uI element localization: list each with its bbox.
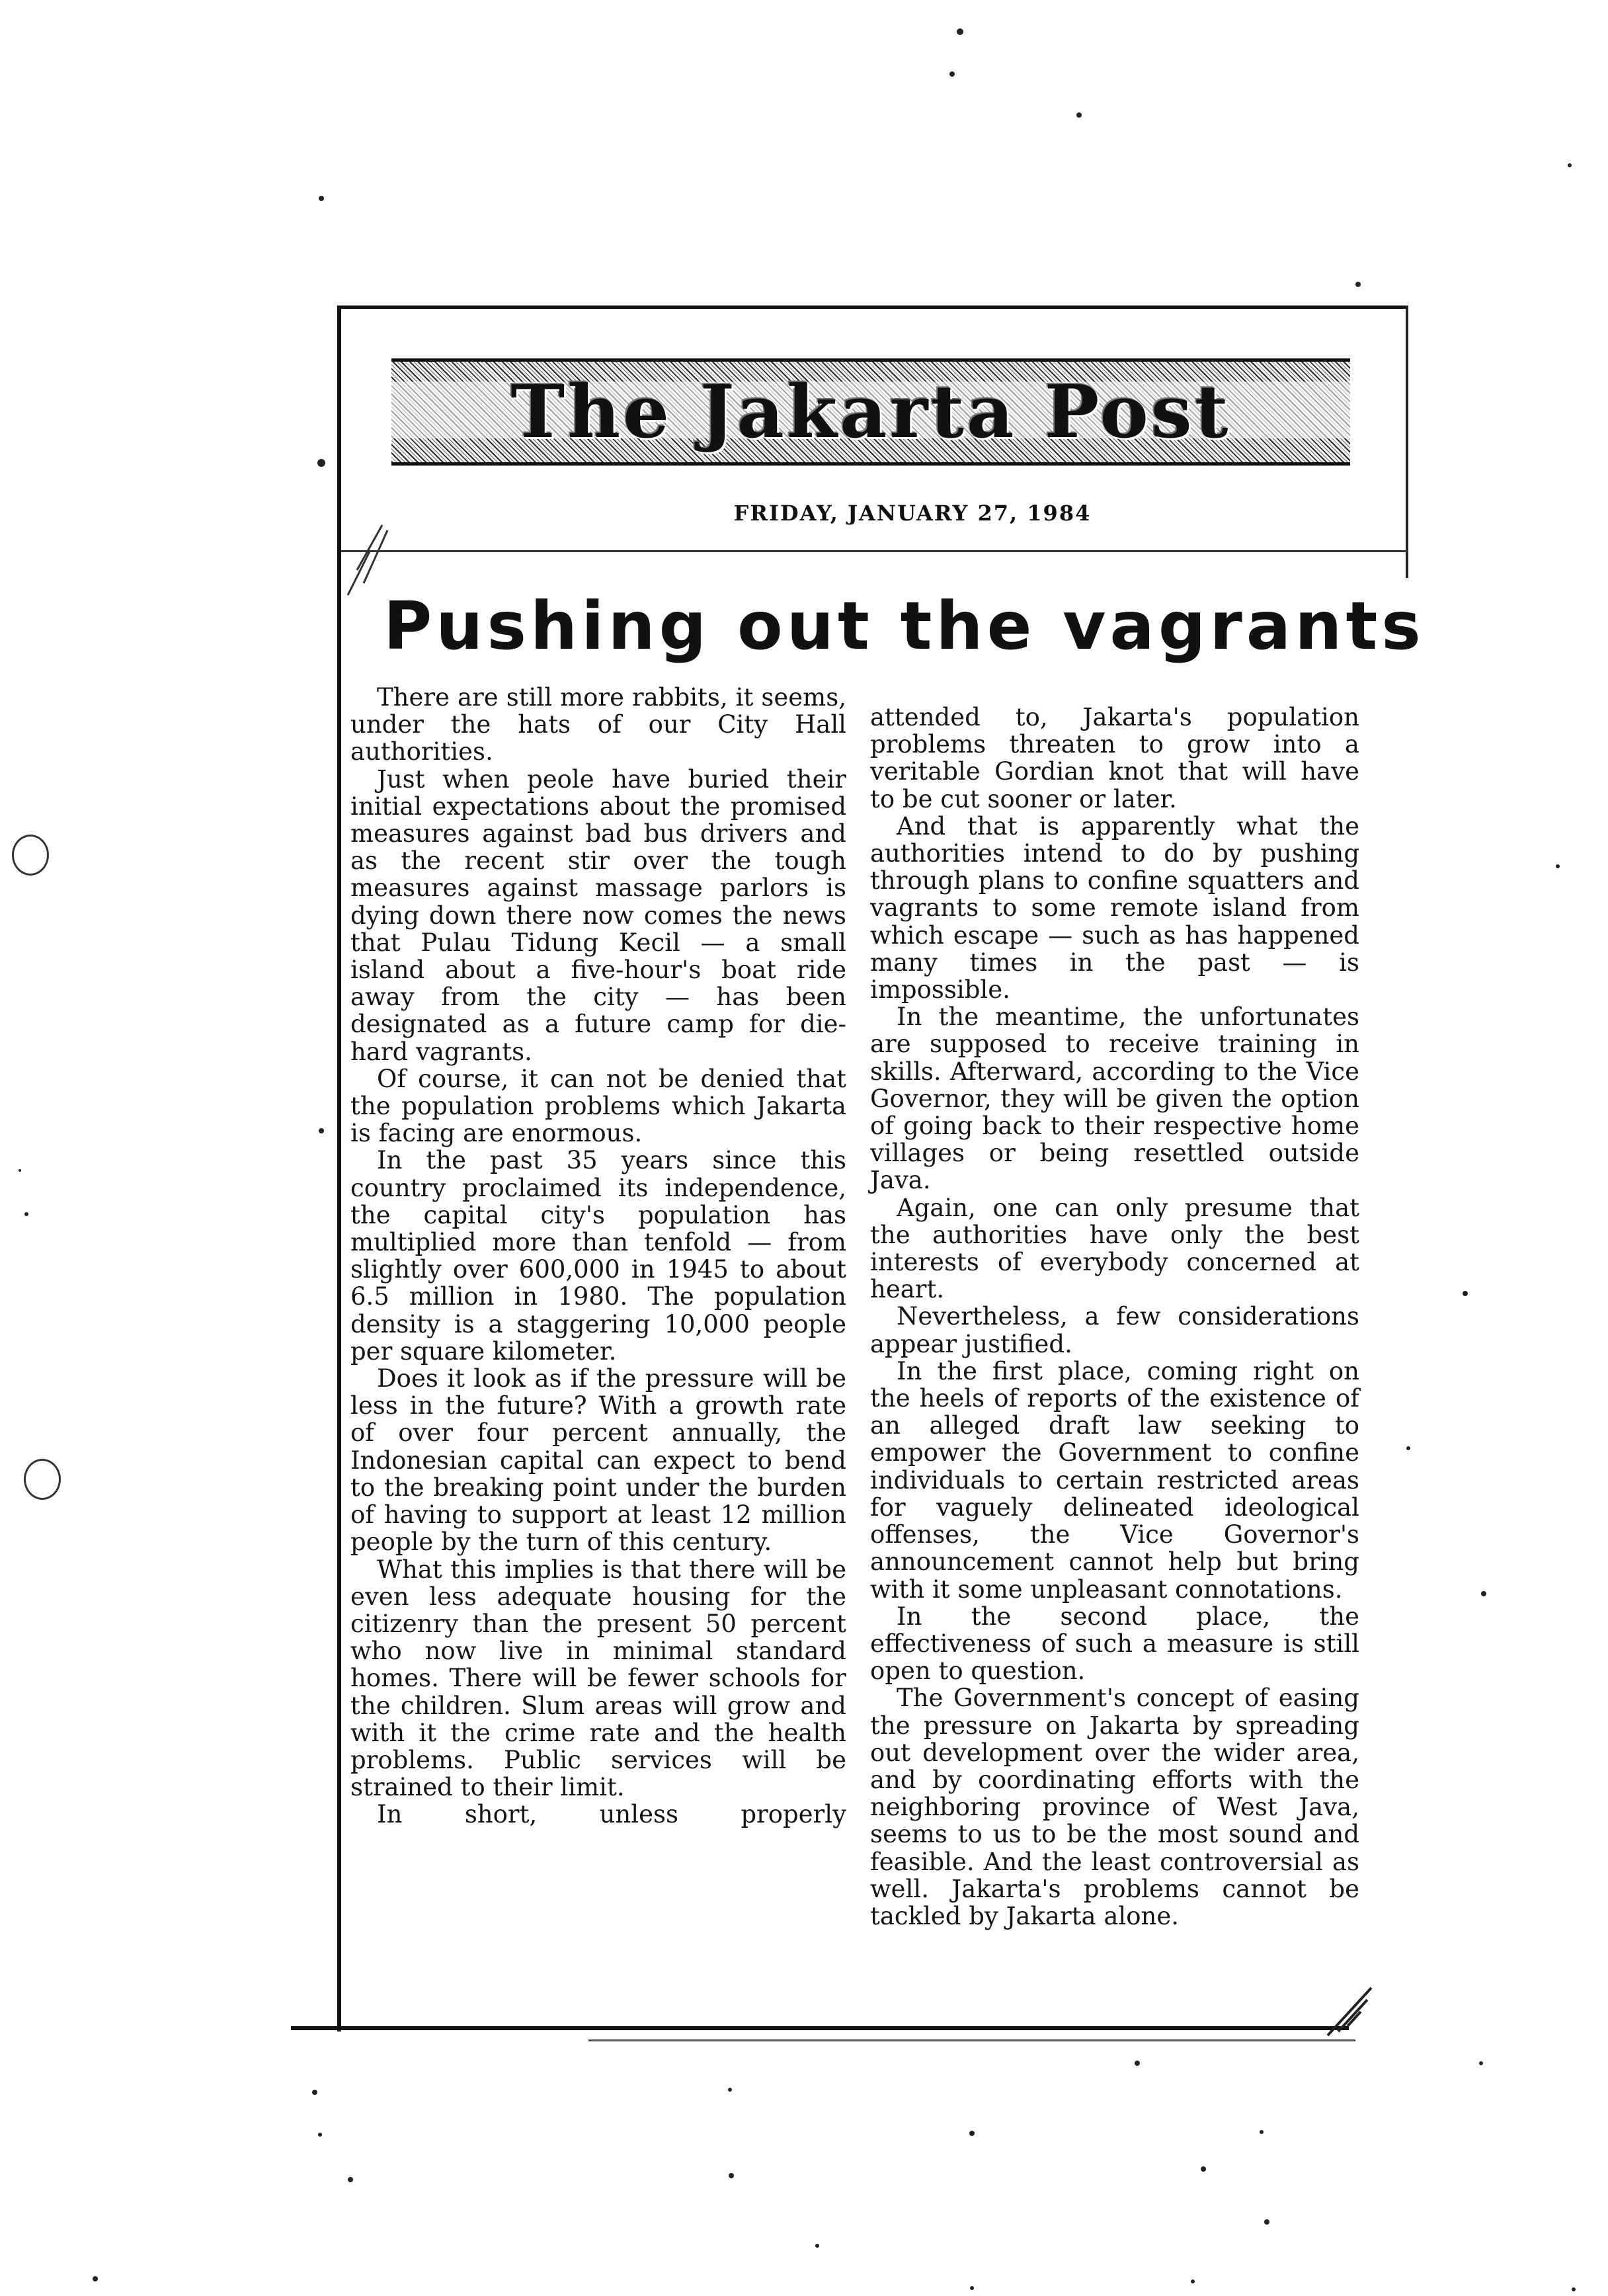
- article-column-right: [870, 704, 1359, 1930]
- paragraph: There are still more rabbits, it seems, under the hats of our City Hall authorities.: [350, 683, 846, 766]
- paragraph: In the second place, the effectiveness of such a measure is still open to question.: [870, 1602, 1359, 1686]
- paragraph: In the past 35 years since this country proclaimed its independence, the capital city's population has multiplied more than tenfold — from slightly over 600,000 in 1945 to about 6.5 million in 1980. The population density is a staggering 10,000 people per square kilometer.: [350, 1146, 846, 1366]
- clipping-border-bottom-shadow: [588, 2039, 1355, 2041]
- masthead: [391, 358, 1350, 466]
- dateline-rule: [341, 550, 1408, 552]
- paragraph: What this implies is that there will be even less adequate housing for the citizenry than the present 50 percent who now live in minimal standard homes. There will be fewer schools for the children. Slum areas will grow and with it the crime rate and the health problems. Public services will be strained to their limit.: [350, 1555, 846, 1802]
- clipping-border-top: [337, 306, 1406, 309]
- paragraph: Nevertheless, a few considerations appear justified.: [870, 1302, 1359, 1358]
- paragraph: In the first place, coming right on the heels of reports of the existence of an alleged draft law seeking to empower the Government to confine individuals to certain restricted areas for vaguely delineated ideological offenses, the Vice Governor's announcement cannot help but bring with it some unpleasant connotations.: [870, 1356, 1359, 1604]
- dateline: FRIDAY, JANUARY 27, 1984: [733, 501, 1092, 526]
- paragraph: Does it look as if the pressure will be less in the future? With a growth rate of over four percent annually, the Indonesian capital can expect to bend to the breaking point under the burden of having to support at least 12 million people by the turn of this century.: [350, 1364, 846, 1557]
- pencil-mark-bottom-right: [1314, 1985, 1374, 2038]
- paragraph: And that is apparently what the authorities intend to do by pushing through plans to confine squatters and vagrants to some remote island from which escape — such as has happened many times in the past — is impossible.: [870, 811, 1359, 1004]
- clipping-border-bottom: [291, 2026, 1349, 2030]
- headline: Pushing out the vagrants: [383, 587, 1425, 665]
- paragraph: Just when peole have buried their initial expectations about the promised measures against bad bus drivers and as the recent stir over the tough measures against massage parlors is dying down there now comes the news that Pulau Tidung Kecil — a small island about a five-hour's boat ride away from the city — has been designated as a future camp for die-hard vagrants.: [350, 764, 846, 1066]
- paragraph: attended to, Jakarta's population problems threaten to grow into a veritable Gordian knot that will have to be cut sooner or later.: [870, 703, 1359, 813]
- punch-hole-top: [12, 835, 49, 876]
- punch-hole-bottom: [24, 1459, 61, 1500]
- paragraph: The Government's concept of easing the pressure on Jakarta by spreading out development over the wider area, and by coordinating efforts with the neighboring province of West Java, seems to us to be the most sound and feasible. And the least controversial as well. Jakarta's problems cannot be tackled by Jakarta alone.: [870, 1684, 1359, 1930]
- paragraph: In the meantime, the unfortunates are supposed to receive training in skills. Afterward, according to the Vice Governor, they will be given the option of going back to their respective home villages or being resettled outside Java.: [870, 1003, 1359, 1195]
- clipping-border-right: [1406, 306, 1408, 578]
- paragraph: Of course, it can not be denied that the population problems which Jakarta is facing are enormous.: [350, 1064, 846, 1148]
- paragraph: In short, unless properly: [377, 1800, 846, 1829]
- clipping-border-left: [337, 306, 341, 2031]
- masthead-title: The Jakarta Post: [510, 369, 1231, 454]
- paragraph: Again, one can only presume that the authorities have only the best interests of everybody concerned at heart.: [870, 1193, 1359, 1304]
- article-column-left: [350, 684, 846, 1828]
- newspaper-clipping: [337, 306, 1425, 2038]
